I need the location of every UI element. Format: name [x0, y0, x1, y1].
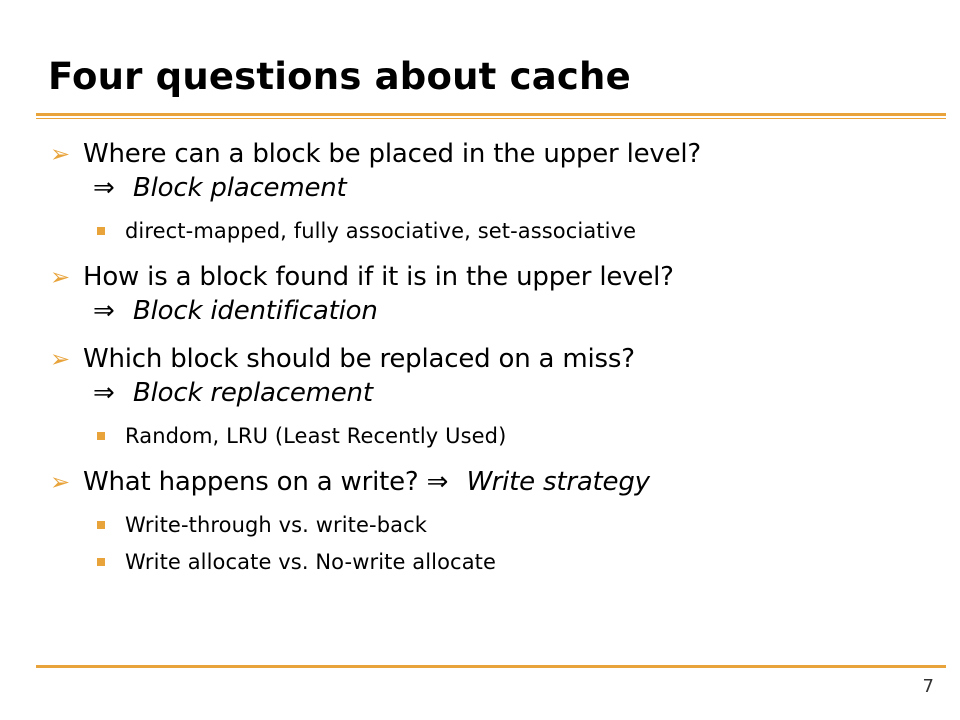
square-bullet-icon: [97, 558, 105, 566]
answer-text: Block replacement: [133, 378, 373, 408]
detail-item: [50, 547, 930, 577]
slide-title: Four questions about cache: [48, 55, 631, 98]
question-text: Where can a block be placed in the upper level?: [83, 139, 702, 169]
question-item: [50, 260, 930, 328]
title-divider-thin: [36, 118, 946, 119]
detail-item: [50, 216, 930, 246]
square-bullet-icon: [97, 521, 105, 529]
implies-icon: ⇒: [93, 378, 115, 408]
detail-text: Write allocate vs. No-write allocate: [125, 550, 497, 574]
answer-line: [83, 171, 930, 205]
question-text: Which block should be replaced on a miss?: [83, 344, 635, 374]
implies-icon: ⇒: [426, 467, 449, 497]
answer-line: [83, 376, 930, 410]
answer-line: [83, 294, 930, 328]
detail-text: direct-mapped, fully associative, set-associative: [125, 219, 637, 243]
slide-body: [50, 137, 930, 577]
detail-text: Random, LRU (Least Recently Used): [125, 424, 507, 448]
answer-text: Block placement: [133, 173, 347, 203]
implies-icon: ⇒: [93, 296, 115, 326]
arrowhead-bullet-icon: ➢: [50, 140, 70, 168]
arrowhead-bullet-icon: ➢: [50, 345, 70, 373]
question-answer-line: [83, 465, 930, 499]
question-text: What happens on a write?: [83, 467, 419, 497]
arrowhead-bullet-icon: ➢: [50, 468, 70, 496]
question-item: [50, 465, 930, 499]
square-bullet-icon: [97, 227, 105, 235]
question-text: How is a block found if it is in the upper level?: [83, 262, 674, 292]
implies-icon: ⇒: [93, 173, 115, 203]
detail-item: [50, 510, 930, 540]
title-divider-thick: [36, 113, 946, 116]
footer-divider: [36, 665, 946, 668]
detail-text: Write-through vs. write-back: [125, 513, 428, 537]
question-item: [50, 342, 930, 410]
answer-text: Block identification: [133, 296, 378, 326]
detail-item: [50, 421, 930, 451]
square-bullet-icon: [97, 432, 105, 440]
arrowhead-bullet-icon: ➢: [50, 263, 70, 291]
answer-text: Write strategy: [466, 467, 650, 497]
page-number: 7: [922, 676, 934, 697]
question-item: [50, 137, 930, 205]
